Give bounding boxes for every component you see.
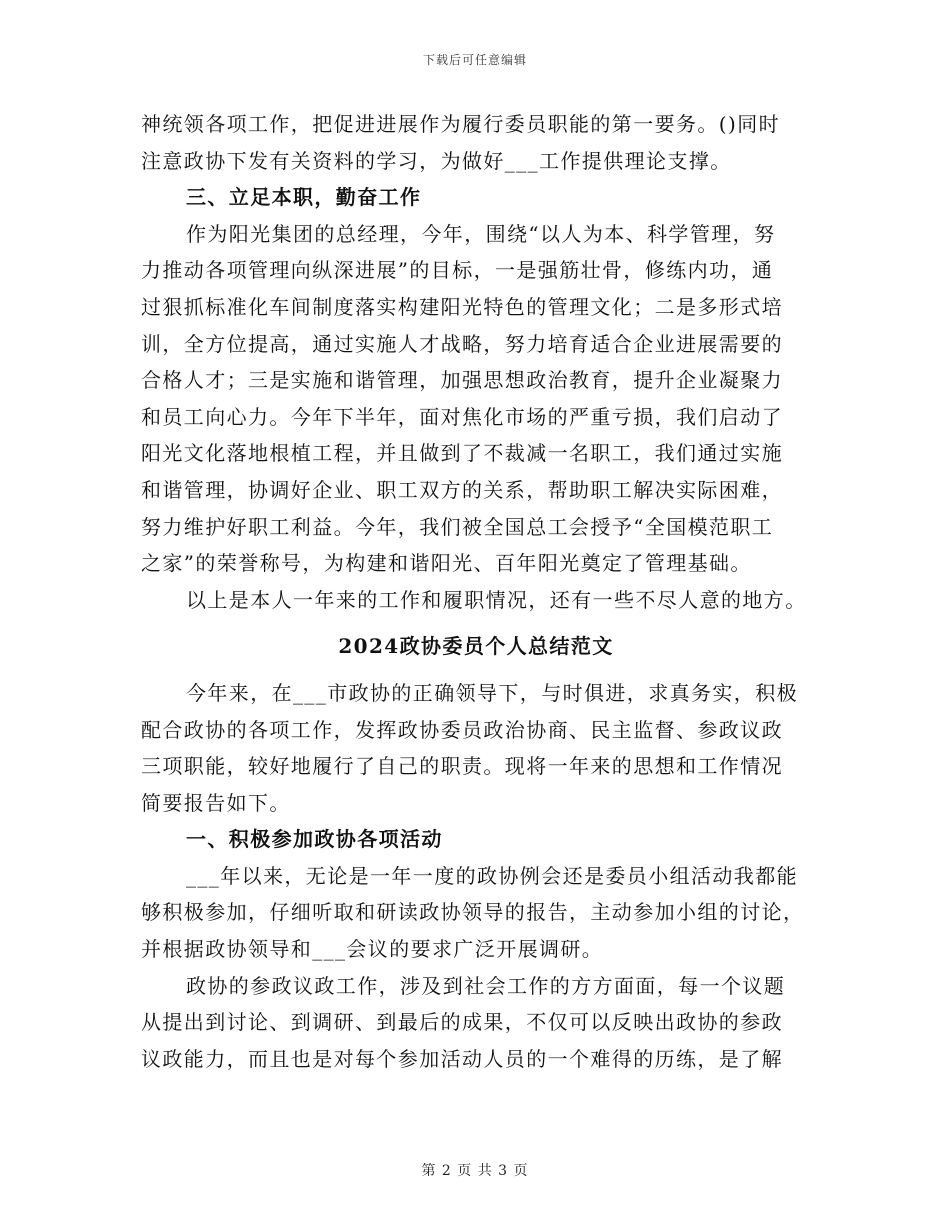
section-heading-3: 三、立足本职，勤奋工作 xyxy=(186,185,422,210)
paragraph-line: 阳光文化落地根植工程，并且做到了不裁减一名职工，我们通过实施 xyxy=(141,441,783,466)
paragraph-line: 训，全方位提高，通过实施人才战略，努力培育适合企业进展需要的 xyxy=(141,331,783,356)
section-heading-1: 一、积极参加政协各项活动 xyxy=(186,827,443,852)
paragraph-line: 和员工向心力。今年下半年，面对焦化市场的严重亏损，我们启动了 xyxy=(141,404,783,429)
paragraph-line: 今年来，在___市政协的正确领导下，与时俱进，求真务实，积极 xyxy=(186,680,798,705)
paragraph-line: 够积极参加，仔细听取和研读政协领导的报告，主动参加小组的讨论， xyxy=(141,900,805,925)
paragraph-line: 以上是本人一年来的工作和履职情况，还有一些不尽人意的地方。 xyxy=(186,587,807,612)
paragraph-line: 力推动各项管理向纵深进展”的目标，一是强筋壮骨，修练内功，通 xyxy=(141,258,774,283)
paragraph-line: 和谐管理，协调好企业、职工双方的关系，帮助职工解决实际困难， xyxy=(141,477,783,502)
page-number-footer: 第 2 页 共 3 页 xyxy=(421,1163,529,1179)
document-body xyxy=(141,106,811,1077)
paragraph-line: 过狠抓标准化车间制度落实构建阳光特色的管理文化；二是多形式培 xyxy=(141,294,783,319)
paragraph-line: 简要报告如下。 xyxy=(141,790,291,815)
text-line: 注意政协下发有关资料的学习，为做好___工作提供理论支撑。 xyxy=(141,148,732,173)
paragraph-line: 从提出到讨论、到调研、到最后的成果，不仅可以反映出政协的参政 xyxy=(141,1010,783,1035)
document-title: 2024政协委员个人总结范文 xyxy=(338,634,614,659)
paragraph-line: 努力维护好职工利益。今年，我们被全国总工会授予“全国模范职工 xyxy=(141,514,774,539)
text-line: 神统领各项工作，把促进进展作为履行委员职能的第一要务。()同时 xyxy=(141,112,781,136)
paragraph-line: 作为阳光集团的总经理，今年，围绕“以人为本、科学管理，努 xyxy=(186,221,776,246)
paragraph-line: 并根据政协领导和___会议的要求广泛开展调研。 xyxy=(141,937,604,962)
paragraph-line: 合格人才；三是实施和谐管理，加强思想政治教育，提升企业凝聚力 xyxy=(141,368,783,393)
paragraph-line: 议政能力，而且也是对每个参加活动人员的一个难得的历练，是了解 xyxy=(141,1046,783,1071)
page-header-note: 下载后可任意编辑 xyxy=(422,53,527,67)
paragraph-line: 配合政协的各项工作，发挥政协委员政治协商、民主监督、参政议政 xyxy=(141,717,783,742)
paragraph-line: 之家”的荣誉称号，为构建和谐阳光、百年阳光奠定了管理基础。 xyxy=(141,551,752,576)
paragraph-line: 三项职能，较好地履行了自己的职责。现将一年来的思想和工作情况 xyxy=(141,754,783,779)
paragraph-line: 政协的参政议政工作，涉及到社会工作的方方面面，每一个议题 xyxy=(186,973,786,998)
paragraph-line: ___年以来，无论是一年一度的政协例会还是委员小组活动我都能 xyxy=(186,863,798,888)
